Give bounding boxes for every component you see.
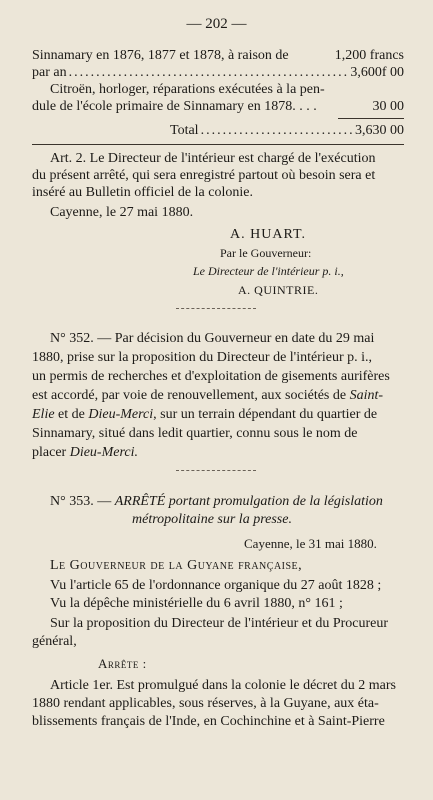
separator bbox=[176, 470, 256, 471]
total-rule bbox=[32, 144, 404, 145]
art2-line-1: Art. 2. Le Directeur de l'intérieur est chargé de l'exécution bbox=[50, 151, 376, 166]
n353-sur-1: Sur la proposition du Directeur de l'intérieur et du Procureur bbox=[50, 616, 389, 631]
line-2-right: 3,600f 00 bbox=[350, 65, 404, 80]
line-4-right: 30 00 bbox=[372, 99, 404, 114]
total-row bbox=[170, 123, 404, 139]
n353-vu-1: Vu l'article 65 de l'ordonnance organique du 27 août 1828 ; bbox=[50, 578, 382, 593]
dot-leader bbox=[201, 123, 353, 139]
line-2 bbox=[32, 65, 404, 81]
directeur-title: Le Directeur de l'intérieur p. i., bbox=[193, 264, 344, 278]
page-number: — 202 — bbox=[186, 16, 247, 32]
par-gouverneur: Par le Gouverneur: bbox=[220, 246, 312, 260]
line-1 bbox=[32, 48, 404, 64]
n353-art1-line-2: 1880 rendant applicables, sous réserves, à la Guyane, aux éta- bbox=[32, 696, 379, 711]
n352-line-7 bbox=[32, 445, 138, 461]
n352-line-1: N° 352. — Par décision du Gouverneur en date du 29 mai bbox=[50, 331, 375, 346]
line-1-right: 1,200 francs bbox=[334, 48, 404, 63]
n353-gouverneur: Le Gouverneur de la Guyane française, bbox=[50, 558, 303, 573]
separator bbox=[176, 308, 256, 309]
art2-line-3: inséré au Bulletin officiel de la colonie. bbox=[32, 185, 253, 200]
sum-rule bbox=[338, 118, 404, 119]
n352-line-5-text-2: , sur un terrain dépendant du quartier de bbox=[153, 407, 378, 422]
total-value: 3,630 00 bbox=[355, 123, 404, 138]
line-1-left: Sinnamary en 1876, 1877 et 1878, à raison de bbox=[32, 48, 289, 63]
n352-line-4-text: est accordé, par voie de renouvellement, aux sociétés de bbox=[32, 388, 347, 403]
art2-line-2: du présent arrêté, qui sera enregistré partout où besoin sera et bbox=[32, 168, 376, 183]
n352-line-5-italic-1: Elie bbox=[32, 407, 55, 422]
line-3: Citroën, horloger, réparations exécutées à la pen- bbox=[50, 82, 325, 97]
n352-line-7-italic: Dieu-Merci. bbox=[69, 445, 138, 460]
n352-line-4 bbox=[32, 388, 383, 404]
n352-line-5-italic-2: Dieu-Merci bbox=[88, 407, 154, 422]
line-2-left: par an bbox=[32, 65, 67, 80]
n353-heading-2: métropolitaine sur la presse. bbox=[132, 512, 292, 527]
signer: A. HUART. bbox=[230, 227, 306, 242]
n353-arrete: Arrête : bbox=[98, 656, 147, 671]
signer-2: A. QUINTRIE. bbox=[238, 283, 319, 297]
art2-place-date: Cayenne, le 27 mai 1880. bbox=[50, 205, 194, 220]
n353-title-1: ARRÊTÉ portant promulgation de la législation bbox=[114, 494, 383, 509]
n353-sur-2: général, bbox=[32, 634, 77, 649]
n352-line-3: un permis de recherches et d'exploitation de gisements aurifères bbox=[32, 369, 390, 384]
n352-line-2: 1880, prise sur la proposition du Directeur de l'intérieur p. i., bbox=[32, 350, 372, 365]
n352-line-4-italic: Saint- bbox=[349, 388, 384, 403]
line-4 bbox=[32, 99, 404, 115]
n353-place-date: Cayenne, le 31 mai 1880. bbox=[244, 536, 377, 551]
n353-vu-2: Vu la dépêche ministérielle du 6 avril 1880, n° 161 ; bbox=[50, 596, 343, 611]
n352-line-6: Sinnamary, situé dans ledit quartier, connu sous le nom de bbox=[32, 426, 358, 441]
n353-number: N° 353. — bbox=[50, 494, 112, 509]
n353-art1-line-1: Article 1er. Est promulgué dans la colonie le décret du 2 mars bbox=[50, 678, 397, 693]
n352-line-5 bbox=[32, 407, 377, 423]
n353-heading-1 bbox=[50, 494, 383, 510]
n352-line-7-text: placer bbox=[32, 445, 67, 460]
n352-line-5-text-1: et de bbox=[58, 407, 85, 422]
line-4-left: dule de l'école primaire de Sinnamary en 1878. . . . bbox=[32, 99, 317, 114]
total-label: Total bbox=[170, 123, 199, 138]
dot-leader bbox=[69, 65, 349, 81]
n353-art1-line-3: blissements français de l'Inde, en Cochinchine et à Saint-Pierre bbox=[32, 714, 385, 729]
